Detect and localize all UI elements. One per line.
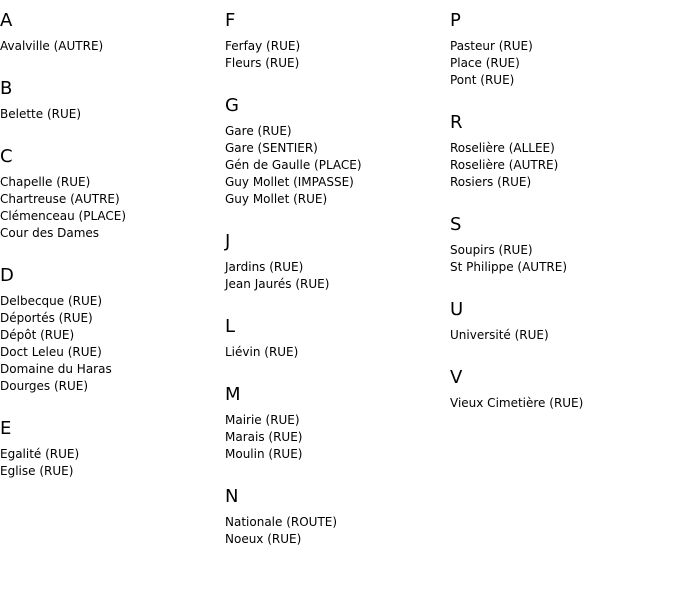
letter-heading: D [0, 265, 14, 286]
street-item: Dourges (RUE) [0, 379, 89, 393]
letter-group [450, 365, 670, 412]
street-item: Gén de Gaulle (PLACE) [225, 158, 362, 172]
street-item: Egalité (RUE) [0, 447, 80, 461]
letter-heading: G [225, 95, 239, 116]
street-item: Nationale (ROUTE) [225, 515, 338, 529]
street-item: Clémenceau (PLACE) [0, 209, 127, 223]
index-column [0, 8, 220, 501]
street-item: Rosiers (RUE) [450, 175, 532, 189]
letter-heading: C [0, 146, 13, 167]
letter-group [450, 297, 670, 344]
street-item: Domaine du Haras [0, 362, 112, 376]
street-item: Mairie (RUE) [225, 413, 300, 427]
letter-group [0, 144, 220, 242]
letter-group [0, 263, 220, 395]
street-item: Guy Mollet (RUE) [225, 192, 328, 206]
letter-heading: R [450, 112, 463, 133]
street-item: Roselière (AUTRE) [450, 158, 559, 172]
street-item: Déportés (RUE) [0, 311, 93, 325]
index-column [450, 8, 670, 433]
letter-heading: B [0, 78, 13, 99]
letter-group [450, 8, 670, 89]
street-item: Eglise (RUE) [0, 464, 74, 478]
street-item: Pont (RUE) [450, 73, 515, 87]
letter-group [225, 8, 445, 72]
letter-group [450, 110, 670, 191]
street-item: St Philippe (AUTRE) [450, 260, 568, 274]
letter-group [225, 93, 445, 208]
street-item: Liévin (RUE) [225, 345, 299, 359]
street-item: Cour des Dames [0, 226, 100, 240]
letter-heading: A [0, 10, 13, 31]
street-item: Roselière (ALLEE) [450, 141, 555, 155]
street-item: Place (RUE) [450, 56, 520, 70]
street-item: Marais (RUE) [225, 430, 303, 444]
street-item: Jean Jaurés (RUE) [225, 277, 330, 291]
street-item: Chartreuse (AUTRE) [0, 192, 120, 206]
letter-group [225, 382, 445, 463]
street-item: Belette (RUE) [0, 107, 82, 121]
letter-heading: N [225, 486, 239, 507]
street-item: Avalville (AUTRE) [0, 39, 104, 53]
letter-group [225, 229, 445, 293]
index-column [225, 8, 445, 569]
street-item: Dépôt (RUE) [0, 328, 75, 342]
letter-group [0, 76, 220, 123]
street-item: Guy Mollet (IMPASSE) [225, 175, 354, 189]
street-item: Vieux Cimetière (RUE) [450, 396, 584, 410]
letter-heading: U [450, 299, 464, 320]
street-item: Université (RUE) [450, 328, 549, 342]
letter-heading: L [225, 316, 236, 337]
street-item: Delbecque (RUE) [0, 294, 103, 308]
letter-group [450, 212, 670, 276]
letter-heading: S [450, 214, 462, 235]
street-item: Ferfay (RUE) [225, 39, 301, 53]
street-item: Pasteur (RUE) [450, 39, 533, 53]
street-item: Jardins (RUE) [225, 260, 304, 274]
letter-group [0, 416, 220, 480]
letter-group [225, 484, 445, 548]
letter-heading: J [225, 231, 231, 252]
street-item: Noeux (RUE) [225, 532, 302, 546]
street-item: Gare (SENTIER) [225, 141, 318, 155]
street-item: Fleurs (RUE) [225, 56, 300, 70]
letter-heading: E [0, 418, 12, 439]
street-item: Chapelle (RUE) [0, 175, 91, 189]
street-item: Doct Leleu (RUE) [0, 345, 102, 359]
street-item: Soupirs (RUE) [450, 243, 533, 257]
letter-heading: F [225, 10, 236, 31]
letter-heading: V [450, 367, 463, 388]
letter-group [0, 8, 220, 55]
letter-heading: P [450, 10, 461, 31]
letter-group [225, 314, 445, 361]
street-item: Gare (RUE) [225, 124, 292, 138]
letter-heading: M [225, 384, 241, 405]
street-item: Moulin (RUE) [225, 447, 303, 461]
